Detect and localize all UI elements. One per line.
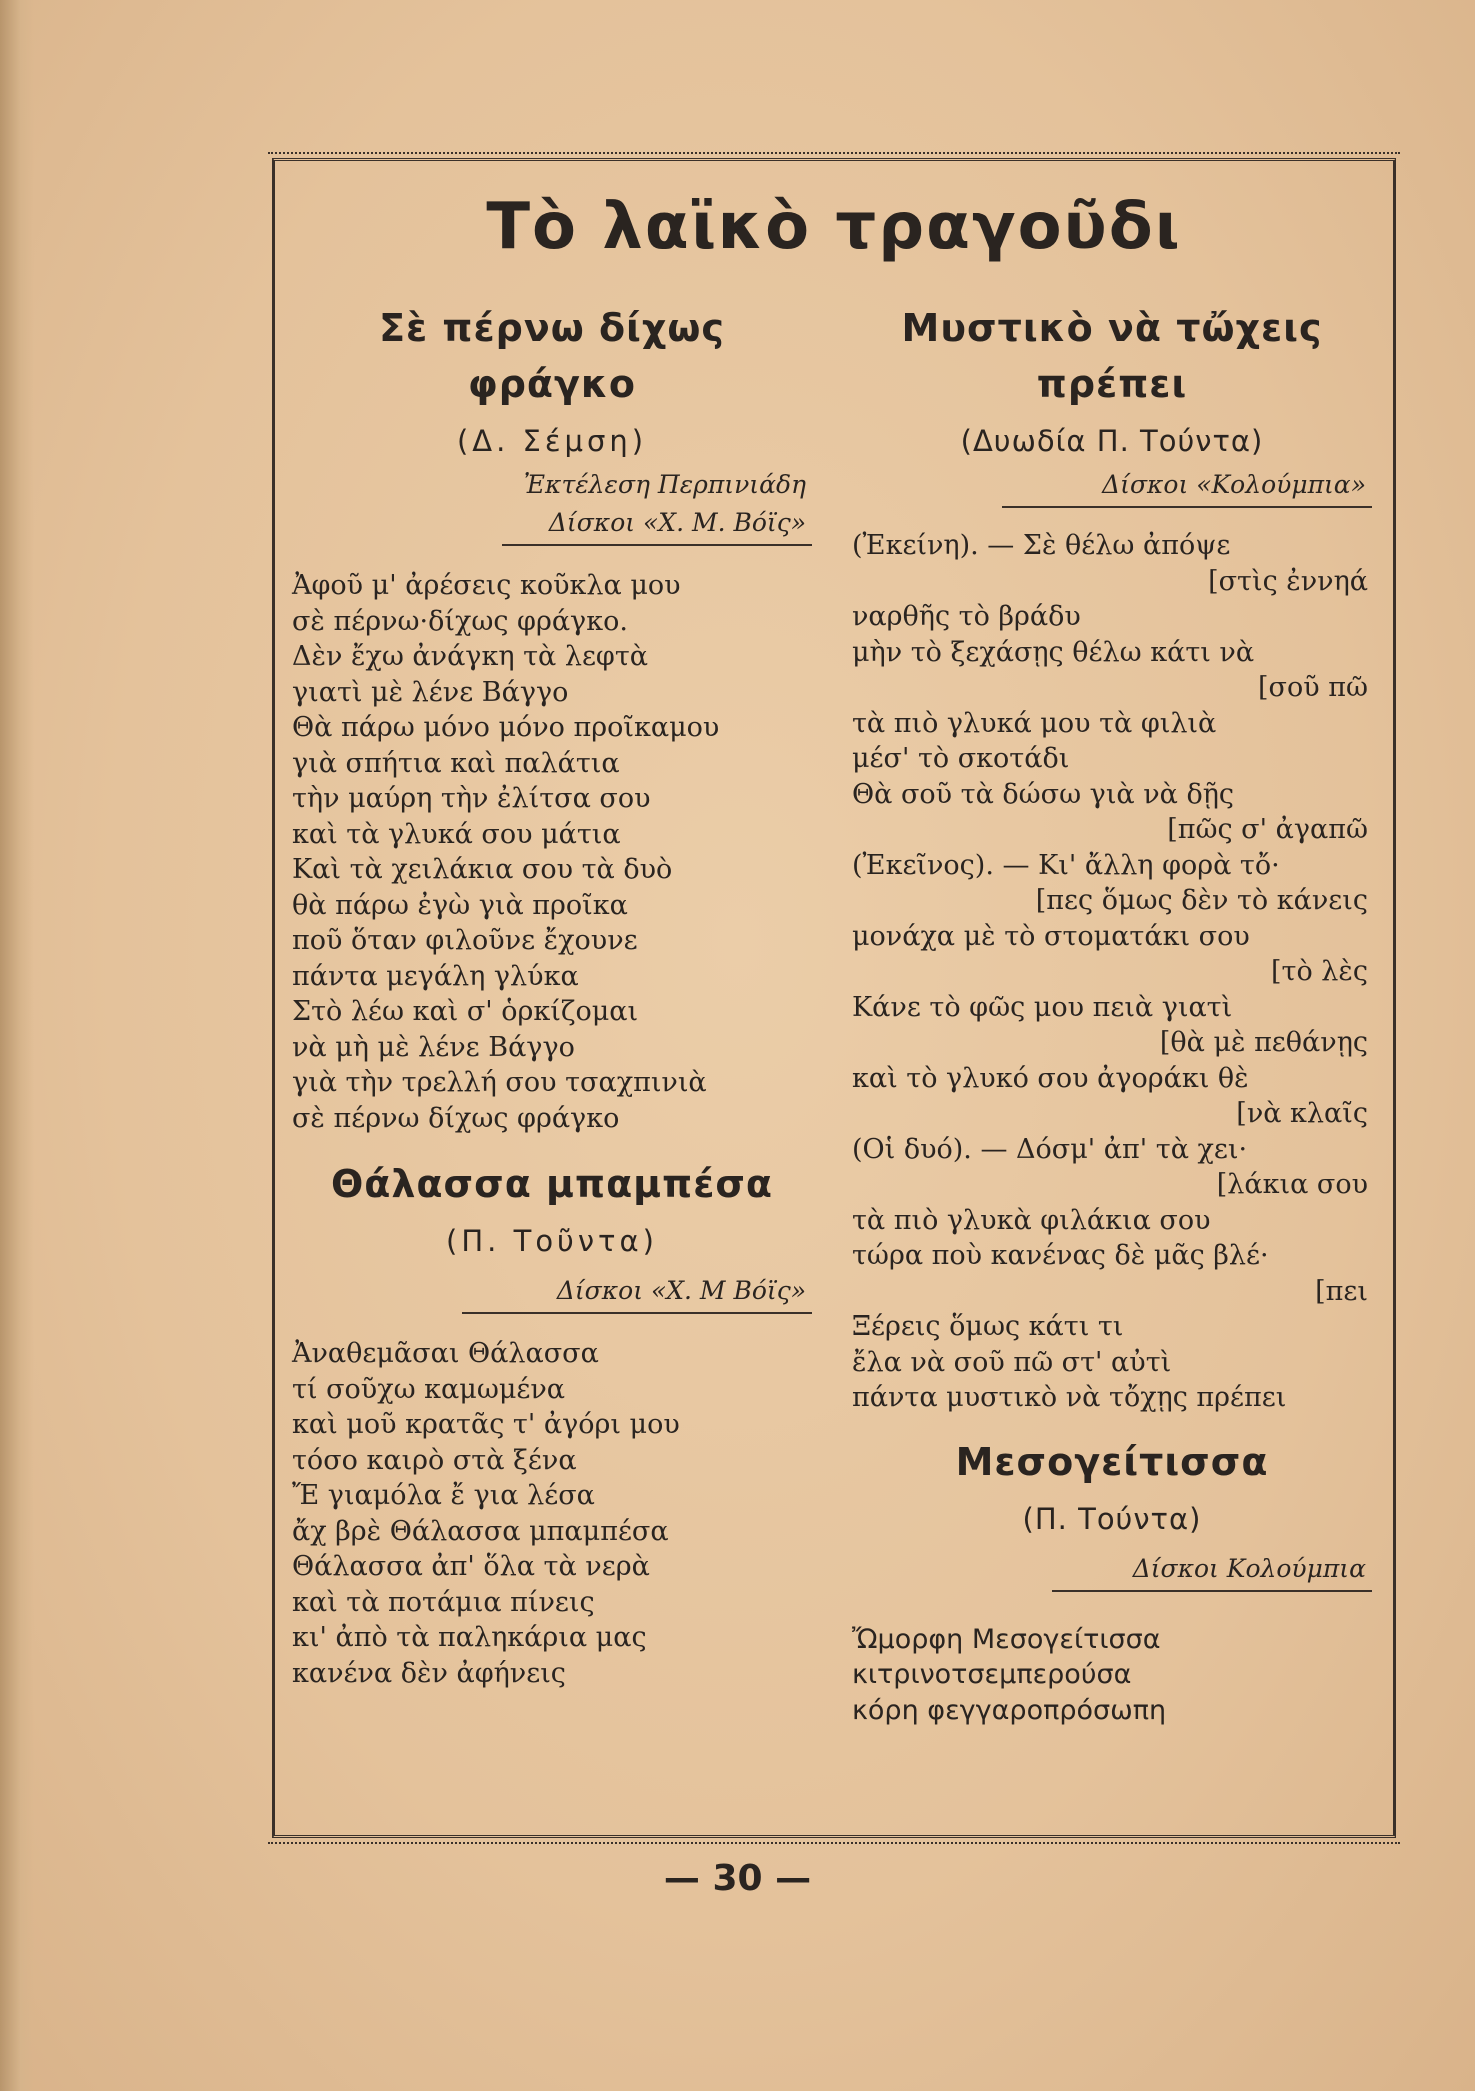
- lyric-line: θὰ πάρω ἐγὼ γιὰ προῖκα: [292, 889, 628, 921]
- lyric-line: Ἔ γιαμόλα ἔ για λέσα: [292, 1480, 595, 1511]
- lyric-line: μὴν τὸ ξεχάσῃς θέλω κάτι νὰ: [852, 636, 1255, 668]
- right-column: [852, 300, 1372, 1728]
- lyric-line: τὰ πιὸ γλυκὰ φιλάκια σου: [852, 1204, 1211, 1236]
- lyric-line: καὶ τὸ γλυκό σου ἀγοράκι θὲ: [852, 1062, 1249, 1094]
- song-title-line-1: Μυστικὸ νὰ τὤχεις: [901, 306, 1323, 350]
- lyric-line: γιατὶ μὲ λένε Βάγγο: [292, 676, 569, 708]
- page-edge: [0, 0, 34, 2091]
- song-lyrics: [852, 1622, 1372, 1729]
- lyric-line: (Ἐκείνη). — Σὲ θέλω ἀπόψε: [852, 530, 1231, 561]
- song-credit-performer: Ἐκτέλεση Περπινιάδη: [523, 470, 806, 499]
- credit-underline: [502, 544, 812, 546]
- lyric-line: τὰ πιὸ γλυκά μου τὰ φιλιὰ: [852, 707, 1217, 739]
- song-credit-label: Δίσκοι «Κολούμπια»: [1102, 470, 1366, 499]
- lyric-line: τώρα ποὺ κανένας δὲ μᾶς βλέ·: [852, 1240, 1269, 1271]
- lyric-line: (Οἱ δυό). — Δόσμ' ἀπ' τὰ χει·: [852, 1133, 1248, 1165]
- left-column: [292, 300, 812, 1691]
- lyric-line: ναρθῆς τὸ βράδυ: [852, 601, 1081, 632]
- song-credit-label: Δίσκοι «Χ. Μ. Βόϊς»: [548, 508, 806, 537]
- song-mesogeitissa: [852, 1434, 1372, 1729]
- song-author: (Δ. Σέμση): [456, 424, 648, 458]
- song-title-line-1: Σὲ πέρνω δίχως: [379, 306, 725, 350]
- song-lyrics: [852, 528, 1372, 1416]
- credit-underline: [1002, 506, 1372, 508]
- lyric-line: [πει: [1315, 1275, 1368, 1307]
- song-title: [852, 300, 1372, 412]
- lyric-line: [σοῦ πῶ: [1258, 672, 1368, 703]
- lyric-line: ἄχ βρὲ Θάλασσα μπαμπέσα: [292, 1515, 669, 1547]
- page-title: Τὸ λαϊκὸ τραγοῦδι: [486, 190, 1182, 264]
- lyric-line: νὰ μὴ μὲ λένε Βάγγο: [292, 1031, 575, 1063]
- lyric-line: καὶ μοῦ κρατᾶς τ' ἀγόρι μου: [292, 1409, 680, 1440]
- lyric-line: ἔλα νὰ σοῦ πῶ στ' αὐτὶ: [852, 1346, 1172, 1378]
- lyric-line: [θὰ μὲ πεθάνῃς: [1159, 1027, 1368, 1058]
- lyric-line: ποῦ ὅταν φιλοῦνε ἔχουνε: [292, 925, 638, 956]
- lyric-line: Στὸ λέω καὶ σ' ὁρκίζομαι: [292, 996, 639, 1027]
- lyric-line: καὶ τὰ γλυκά σου μάτια: [292, 818, 621, 850]
- song-author: (Δυωδία Π. Τούντα): [960, 424, 1264, 458]
- song-title: Μεσογείτισσα: [955, 1439, 1269, 1484]
- lyric-line: πάντα μυστικὸ νὰ τὄχῃς πρέπει: [852, 1382, 1287, 1413]
- lyric-line: κανένα δὲν ἀφήνεις: [292, 1657, 566, 1689]
- lyric-line: [νὰ κλαῖς: [1236, 1098, 1368, 1129]
- lyric-line: τὴν μαύρη τὴν ἐλίτσα σου: [292, 783, 651, 814]
- lyric-line: Θὰ σοῦ τὰ δώσω γιὰ νὰ δῇς: [852, 778, 1235, 810]
- song-credit-label: Δίσκοι Κολούμπια: [1132, 1553, 1366, 1583]
- song-title: Θάλασσα μπαμπέσα: [330, 1162, 774, 1206]
- bottom-dotted-rule: [268, 1842, 1400, 1844]
- credit-underline: [1052, 1590, 1372, 1592]
- lyric-line: [στὶς ἐννηά: [1208, 565, 1368, 597]
- song-credit-label: Δίσκοι «Χ. Μ Βόϊς»: [556, 1276, 806, 1305]
- lyric-line: γιὰ τὴν τρελλή σου τσαχπινιὰ: [292, 1067, 707, 1098]
- lyric-line: Ὤμορφη Μεσογείτισσα: [852, 1623, 1161, 1655]
- lyric-line: μονάχα μὲ τὸ στοματάκι σου: [852, 920, 1250, 952]
- song-lyrics: [292, 568, 812, 1136]
- lyric-line: καὶ τὰ ποτάμια πίνεις: [292, 1586, 595, 1618]
- song-author: (Π. Τοῦντα): [446, 1224, 658, 1258]
- lyric-line: κι' ἀπὸ τὰ παληκάρια μας: [292, 1622, 647, 1653]
- page-number: — 30 —: [663, 1858, 812, 1899]
- lyric-line: Κάνε τὸ φῶς μου πειὰ γιατὶ: [852, 991, 1233, 1023]
- song-se-perno-dichos-frango: [292, 300, 812, 1136]
- song-thalassa-bambesa: [292, 1156, 812, 1691]
- song-author: (Π. Τούντα): [1022, 1501, 1202, 1536]
- lyric-line: (Ἐκεῖνος). — Κι' ἄλλη φορὰ τὄ·: [852, 849, 1280, 881]
- lyric-line: [πες ὅμως δὲν τὸ κάνεις: [1035, 885, 1368, 916]
- song-title: [292, 300, 812, 412]
- lyric-line: Ἀναθεμᾶσαι Θάλασσα: [292, 1338, 599, 1369]
- lyric-line: Θὰ πάρω μόνο μόνο προῖκαμου: [292, 712, 720, 743]
- credit-underline: [462, 1312, 812, 1314]
- lyric-line: [πῶς σ' ἀγαπῶ: [1167, 814, 1368, 845]
- lyric-line: κιτρινοτσεμπερούσα: [852, 1659, 1132, 1690]
- lyric-line: κόρη φεγγαροπρόσωπη: [852, 1694, 1167, 1726]
- song-title-line-2: πρέπει: [1036, 362, 1188, 406]
- lyric-line: Καὶ τὰ χειλάκια σου τὰ δυὸ: [292, 854, 673, 885]
- song-lyrics: [292, 1336, 812, 1691]
- song-title-line-2: φράγκο: [467, 362, 637, 406]
- top-dotted-rule: [268, 152, 1400, 154]
- lyric-line: [λάκια σου: [1216, 1169, 1368, 1200]
- song-mystiko-na-toheis-prepei: [852, 300, 1372, 1416]
- lyric-line: σὲ πέρνω·δίχως φράγκο.: [292, 605, 628, 637]
- lyric-line: γιὰ σπήτια καὶ παλάτια: [292, 747, 620, 779]
- lyric-line: πάντα μεγάλη γλύκα: [292, 960, 579, 992]
- lyric-line: Δὲν ἔχω ἀνάγκη τὰ λεφτὰ: [292, 641, 649, 672]
- lyric-line: [τὸ λὲς: [1270, 956, 1368, 987]
- lyric-line: τόσο καιρὸ στὰ ξένα: [292, 1444, 577, 1476]
- lyric-line: Ἀφοῦ μ' ἀρέσεις κοῦκλα μου: [292, 570, 681, 601]
- lyric-line: σὲ πέρνω δίχως φράγκο: [292, 1102, 620, 1134]
- lyric-line: Θάλασσα ἀπ' ὅλα τὰ νερὰ: [292, 1551, 650, 1582]
- lyric-line: Ξέρεις ὅμως κάτι τι: [852, 1311, 1124, 1342]
- lyric-line: μέσ' τὸ σκοτάδι: [852, 743, 1070, 774]
- lyric-line: τί σοῦχω καμωμένα: [292, 1373, 566, 1405]
